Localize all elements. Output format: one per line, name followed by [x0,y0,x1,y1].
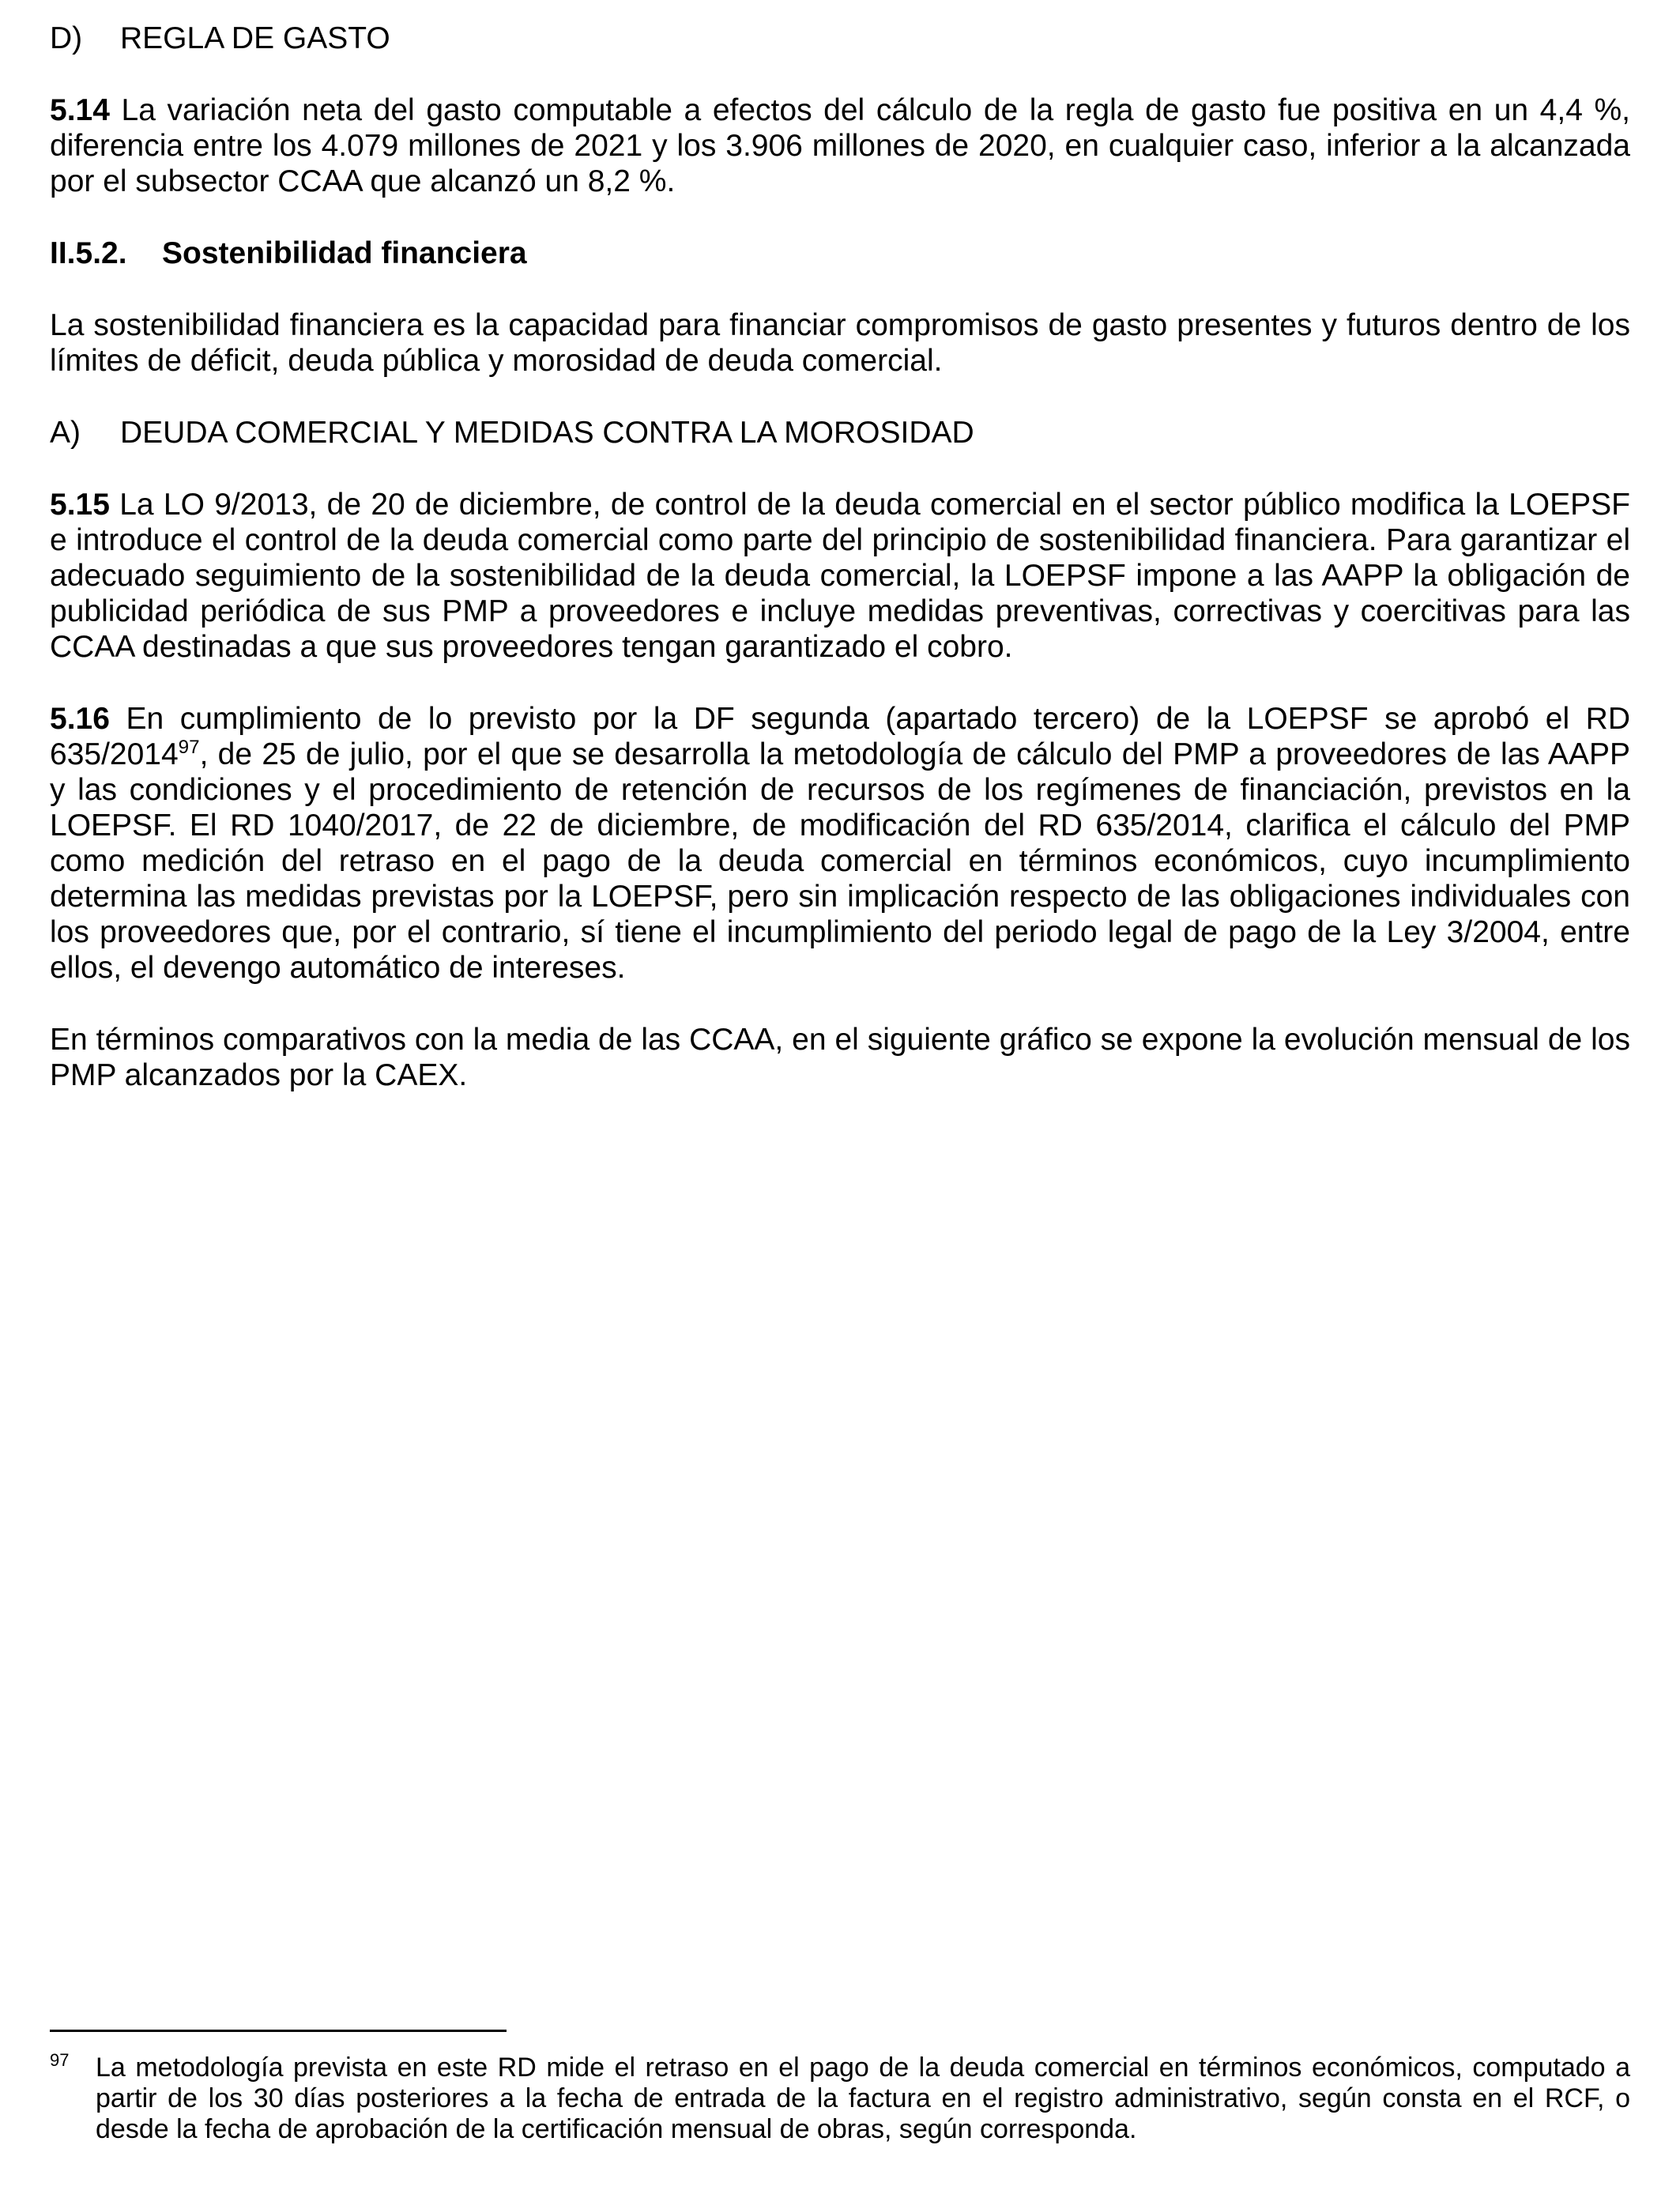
section-heading-ii52-title: Sostenibilidad financiera [162,236,527,270]
footnote-reference-97: 97 [178,737,200,758]
paragraph-5-16 [50,701,1630,986]
section-heading-a-label: A) [50,416,81,450]
paragraph-5-16-text-before: En cumplimiento de lo previsto por la DF segunda (apartado tercero) de la LOEPSF se aprobó el RD 635/2014 [50,702,1630,771]
paragraph-sostenibilidad: La sostenibilidad financiera es la capacidad para financiar compromisos de gasto presentes y futuros dentro de los límites de déficit, deuda pública y morosidad de deuda comercial. [50,308,1630,378]
paragraph-5-15 [50,487,1630,665]
footnote-97-text: La metodología prevista en este RD mide el retraso en el pago de la deuda comercial en términos económicos, computado a partir de los 30 días posteriores a la fecha de entrada de la factura en el registro administrativo, según consta en el RCF, o desde la fecha de aprobación de la certificación mensual de obras, según corresponda. [96,2053,1630,2144]
section-heading-a-title: DEUDA COMERCIAL Y MEDIDAS CONTRA LA MOROSIDAD [120,416,974,450]
footnote-area [50,2030,1630,2145]
section-heading-a [50,415,1630,450]
footnote-97 [50,2050,1630,2145]
paragraph-5-14 [50,92,1630,199]
section-heading-ii52 [50,236,1630,271]
section-heading-ii52-number: II.5.2. [50,236,127,270]
paragraph-5-16-number: 5.16 [50,702,110,736]
section-heading-d-title: REGLA DE GASTO [120,21,390,55]
footnote-97-number: 97 [50,2050,70,2070]
section-heading-d [50,21,1630,56]
paragraph-5-16-text-after: , de 25 de julio, por el que se desarrolla la metodología de cálculo del PMP a proveedores de las AAPP y las condiciones y el procedimiento de retención de recursos de los regímenes de financiación, previstos en la LOEPSF. El RD 1040/2017, de 22 de diciembre, de modificación del RD 635/2014, clarifica el cálculo del PMP como medición del retraso en el pago de la deuda comercial en términos económicos, cuyo incumplimiento determina las medidas previstas por la LOEPSF, pero sin implicación respecto de las obligaciones individuales con los proveedores que, por el contrario, sí tiene el incumplimiento del periodo legal de pago de la Ley 3/2004, entre ellos, el devengo automático de intereses. [50,737,1630,985]
paragraph-5-15-number: 5.15 [50,488,110,522]
paragraph-5-14-number: 5.14 [50,93,110,127]
footnote-separator-rule [50,2030,507,2032]
paragraph-comparativos: En términos comparativos con la media de las CCAA, en el siguiente gráfico se expone la evolución mensual de los PMP alcanzados por la CAEX. [50,1023,1630,1092]
paragraph-5-15-text: La LO 9/2013, de 20 de diciembre, de control de la deuda comercial en el sector público modifica la LOEPSF e introduce el control de la deuda comercial como parte del principio de sostenibilidad financiera. Para garantizar el adecuado seguimiento de la sostenibilidad de la deuda comercial, la LOEPSF impone a las AAPP la obligación de publicidad periódica de sus PMP a proveedores e incluye medidas preventivas, correctivas y coercitivas para las CCAA destinadas a que sus proveedores tengan garantizado el cobro. [50,488,1631,664]
section-heading-d-label: D) [50,21,83,55]
paragraph-5-14-text: La variación neta del gasto computable a efectos del cálculo de la regla de gasto fue positiva en un 4,4 %, diferencia entre los 4.079 millones de 2021 y los 3.906 millones de 2020, en cualquier caso, inferior a la alcanzada por el subsector CCAA que alcanzó un 8,2 %. [50,93,1630,198]
